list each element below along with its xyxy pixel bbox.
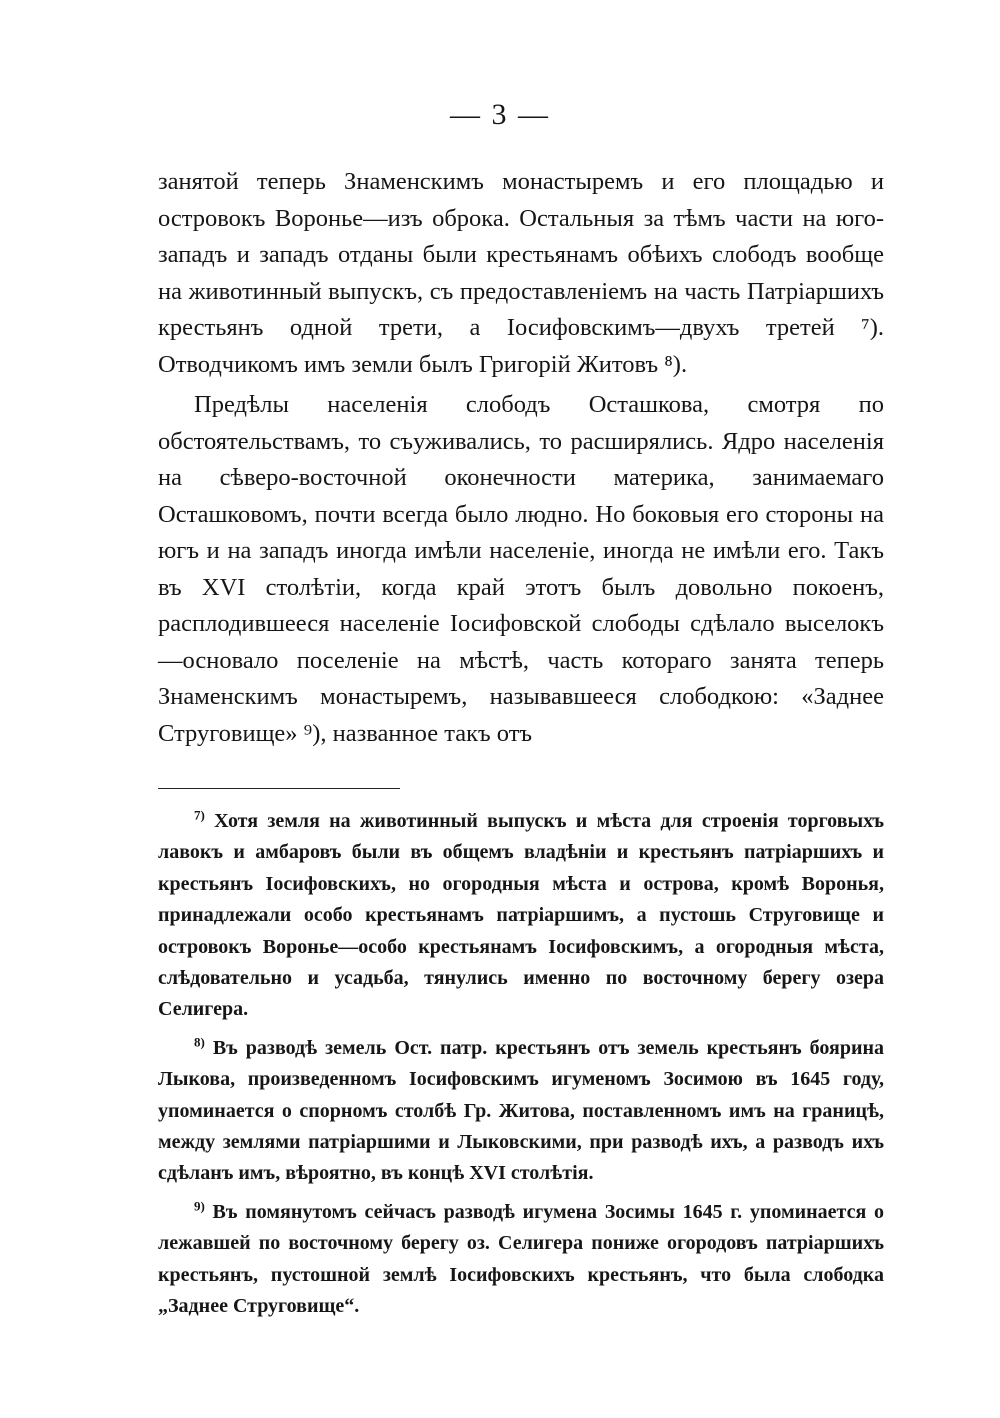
footnote-7 [158,806,884,1026]
footnote-text: Хотя земля на животинный выпускъ и мѣста для строенія торговыхъ лавокъ и амбаровъ были въ общемъ владѣніи и крестьянъ патріаршихъ и крестьянъ Іосифовскихъ, но огородныя мѣста и острова, кромѣ Воронья, принадлежали особо крестьянамъ патріаршимъ, а пустошь Струговище и островокъ Воронье—особо крестьянамъ Іосифовскимъ, а огородныя мѣста, слѣдовательно и усадьба, тянулись именно по восточному берегу озера Селигера. [158,810,885,1021]
footnote-text: Въ помянутомъ сейчасъ разводѣ игумена Зосимы 1645 г. упоминается о лежавшей по восточному берегу оз. Селигера пониже огородовъ патріаршихъ крестьянъ, пустошной землѣ Іосифовскихъ крестьянъ, что была слободка „Заднее Струговище“. [158,1200,884,1318]
footnote-marker: 7) [194,807,205,823]
footnote-marker: 8) [194,1034,205,1050]
main-text [158,164,884,752]
paragraph-settlement-limits: Предѣлы населенія слободъ Осташкова, смотря по обстоятельствамъ, то съуживались, то расширялись. Ядро населенія на сѣверо-восточной оконечности материка, занимаемаго Осташковомъ, почти всегда было людно. Но боковыя его стороны на югъ и на западъ иногда имѣли населеніе, иногда не имѣли его. Такъ въ XVI столѣтіи, когда край этотъ былъ довольно покоенъ, расплодившееся населеніе Іосифовской слободы сдѣлало выселокъ—основало поселеніе на мѣстѣ, часть котораго занята теперь Знаменскимъ монастыремъ, называвшееся слободкою: «Заднее Струговище» ⁹), названное такъ отъ [158,391,884,747]
footnote-marker: 9) [194,1198,205,1214]
footnote-9 [158,1197,884,1323]
footnote-text: Въ разводѣ земель Ост. патр. крестьянъ отъ земель крестьянъ боярина Лыкова, произведенномъ Іосифовскимъ игуменомъ Зосимою въ 1645 году, упоминается о спорномъ столбѣ Гр. Житова, поставленномъ имъ на границѣ, между землями патріаршими и Лыковскими, при разводѣ ихъ, а разводъ ихъ сдѣланъ имъ, вѣроятно, въ концѣ XVI столѣтія. [158,1036,885,1185]
page-number: — 3 — [450,98,550,131]
paragraph-continued: занятой теперь Знаменскимъ монастыремъ и его площадью и островокъ Воронье—изъ оброка. Остальныя за тѣмъ части на юго-западъ и западъ отданы были крестьянамъ обѣихъ слободъ вообще на животинный выпускъ, съ предоставленіемъ на часть Патріаршихъ крестьянъ одной трети, а Іосифовскимъ—двухъ третей ⁷). Отводчикомъ имъ земли былъ Григорій Житовъ ⁸). [158,168,884,378]
footnote-8 [158,1033,884,1190]
footnote-separator [158,788,400,789]
footnotes-section [158,806,884,1323]
